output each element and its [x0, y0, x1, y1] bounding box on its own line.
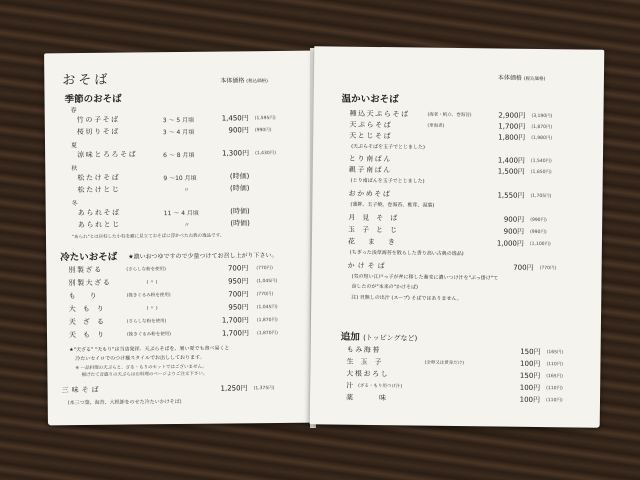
cold-subnote: ★濃いおつゆですので少量つけてお召し上がり下さい。	[128, 251, 278, 261]
menu-item-name: もみ海苔	[346, 345, 382, 355]
menu-item-name: 涼味とろろそば	[77, 150, 138, 160]
menu-item-tax: (1,980円)	[531, 135, 553, 142]
menu-item-tax: (165円)	[546, 374, 563, 380]
menu-item-tax: (990円)	[530, 229, 547, 236]
menu-item-tax: (990円)	[254, 128, 272, 134]
menu-item-price: 1,300円	[222, 149, 250, 158]
menu-item-name: あられとじ	[77, 220, 121, 230]
menu-item-price: 900円	[503, 227, 525, 236]
menu-item-tax: (990円)	[530, 217, 547, 224]
menu-item-name: 天もり	[68, 330, 112, 340]
menu-item-name: 三味そば	[61, 385, 102, 395]
menu-left-page	[44, 51, 314, 426]
menu-item-note: (全卵又は黄身だけ)	[424, 360, 465, 367]
menu-item-note: ( 〃 )	[146, 280, 158, 286]
menu-item-desc: (ちぎった浅草海苔を散らした香り高い古典の逸品)	[349, 249, 464, 258]
menu-item-note: (挽きぐるみ粉を使用)	[126, 332, 172, 338]
menu-item-name: 花まき	[347, 237, 408, 247]
menu-item-name: もり	[68, 291, 111, 301]
menu-item-name: 大もり	[68, 304, 111, 314]
menu-item-tax: (110円)	[545, 398, 563, 404]
menu-item-period: 〃	[183, 221, 190, 229]
season-label: 夏	[70, 142, 78, 150]
page-title: おそば	[62, 72, 111, 89]
menu-item-tax: (1,650円)	[530, 169, 552, 176]
menu-item-name: 薬味	[345, 393, 413, 403]
season-label: 秋	[71, 165, 78, 173]
menu-item-tax: (1,705円)	[530, 193, 552, 200]
menu-item-name: 汁	[346, 381, 355, 390]
menu-item-price: 1,000円	[496, 239, 524, 248]
menu-item-price: 900円	[228, 126, 249, 135]
menu-item-tax: (165円)	[546, 350, 564, 356]
menu-item-price: 150円	[520, 347, 541, 357]
menu-item-name: 桜切りそば	[76, 127, 120, 137]
cold-note: 揚げたて音盛りの天ぷらはお料理のページよりご注文下さい。	[81, 371, 208, 379]
menu-item-name: とり南ばん	[348, 154, 392, 164]
menu-item-price: (時価)	[229, 172, 250, 181]
menu-item-tax: (770円)	[256, 292, 274, 298]
menu-item-name: 玉子とじ	[348, 225, 405, 235]
menu-item-name: 天とじそば	[349, 131, 393, 141]
menu-item-name: 別製ざる	[68, 265, 103, 275]
menu-item-tax: (1,045円)	[256, 278, 278, 285]
menu-item-note: (さらしな粉を使用)	[126, 267, 166, 273]
menu-item-name: 天ざる	[68, 317, 111, 327]
season-label: 春	[70, 107, 77, 115]
menu-item-tax: (1,595円)	[254, 115, 276, 122]
menu-item-price: 2,900円	[498, 111, 526, 120]
menu-item-tax: (110円)	[546, 386, 563, 392]
menu-item-price: 150円	[519, 371, 541, 381]
menu-item-period: 11 ～ 4 月頃	[163, 209, 199, 218]
menu-item-period: 3 ～ 5 月頃	[162, 116, 195, 125]
menu-item-name: 松たけそば	[77, 173, 121, 183]
menu-item-name: 生玉子	[346, 357, 389, 367]
menu-item-price: (時価)	[230, 207, 250, 216]
menu-item-name: 別製大ざる	[68, 278, 112, 288]
menu-item-name: あられそば	[77, 208, 121, 218]
section-toppings-heading: 追加 (トッピングなど)	[340, 331, 418, 343]
menu-item-price: 1,800円	[498, 133, 526, 142]
menu-item-price: (時価)	[230, 219, 250, 228]
menu-item-period: 9 ～10 月頃	[163, 174, 197, 183]
menu-item-note: (さらしな粉を使用)	[126, 319, 167, 325]
menu-item-tax: (1,870円)	[256, 330, 278, 337]
menu-item-note: ( 〃 )	[146, 306, 158, 312]
menu-item-tax: (1,870円)	[531, 124, 553, 131]
menu-item-price: 1,700円	[221, 316, 249, 325]
section-warm-heading: 温かいおそば	[341, 93, 399, 106]
menu-item-name: 天ぷらそば	[349, 120, 393, 130]
menu-item-tax: (1,430円)	[255, 150, 277, 157]
menu-item-name: 月見そば	[348, 213, 405, 223]
menu-item-name: おかめそば	[348, 189, 392, 199]
kake-note: 注) 貝無しの出汁 (スープ) そばではありません。	[351, 294, 462, 303]
menu-item-name: 竹の子そば	[76, 115, 120, 125]
menu-item-desc: (本三つ葉、海苔、大根卸をのせた冷たいかけそば)	[67, 398, 182, 407]
kake-note: (気の短い江戸っ子が丼に移した蕎麦に濃いつけ汁を"ぶっ掛け"て	[351, 273, 499, 282]
menu-item-price: 950円	[228, 303, 249, 312]
menu-item-price: 100円	[520, 359, 541, 369]
menu-item-desc: (蒲鉾、玉子焼、巻海苔、椎茸、湯葉)	[350, 201, 435, 209]
menu-item-price: 100円	[519, 383, 541, 393]
menu-item-tax: (1,045円)	[256, 304, 278, 311]
menu-item-name: 松たけとじ	[77, 185, 121, 195]
menu-item-name: 親子南ばん	[348, 165, 392, 175]
price-header: 本体価格 (税込価格)	[220, 77, 268, 85]
menu-item-desc: (天ぷらそばを玉子でとじました)	[351, 143, 426, 151]
menu-item-note: (海老・帆立、巻海苔)	[427, 112, 472, 119]
menu-item-tax: (770円)	[256, 266, 273, 272]
section-cold-heading: 冷たいおそば	[60, 251, 118, 264]
menu-item-price: 1,700円	[498, 122, 526, 131]
menu-item-price: 100円	[519, 395, 541, 405]
menu-item-name: 大根おろし	[346, 369, 390, 379]
menu-item-price: 700円	[227, 264, 249, 273]
menu-item-tax: (110円)	[546, 362, 564, 368]
menu-item-period: 3 ～ 4 月頃	[162, 128, 195, 137]
menu-item-price: 1,250円	[220, 384, 248, 393]
menu-item-name: かけそば	[347, 261, 388, 271]
menu-item-tax: (1,375円)	[253, 386, 275, 392]
menu-item-price: 1,450円	[221, 114, 249, 123]
menu-item-name: 種込天ぷらそば	[349, 109, 410, 119]
section-seasonal-heading: 季節のおそば	[64, 93, 122, 106]
menu-item-price: 700円	[228, 290, 249, 299]
menu-item-period: 〃	[183, 186, 190, 194]
menu-item-price: 900円	[503, 215, 525, 224]
menu-item-tax: (770円)	[539, 266, 557, 272]
menu-item-tax: (1,100円)	[529, 241, 551, 248]
menu-item-price: 1,500円	[497, 167, 525, 176]
price-header: 本体価格 (税込価格)	[497, 74, 546, 83]
cold-note: ※ 一品料理の天ぷらと、ざる・もりのセットではございません。	[75, 364, 207, 372]
menu-item-tax: (1,870円)	[256, 317, 278, 324]
seasonal-note: "あられ"とは貝柱した小柱を霰に見立ておそばに浮かべた古典の逸品です。	[71, 233, 225, 241]
menu-item-price: 950円	[228, 277, 249, 286]
menu-item-tax: (1,540円)	[530, 158, 552, 165]
menu-item-price: 700円	[513, 263, 534, 272]
menu-item-period: 6 ～ 8 月頃	[163, 151, 195, 160]
menu-item-price: 1,700円	[221, 329, 250, 338]
menu-item-note: (挽きぐるみ粉を使用)	[126, 293, 171, 299]
season-label: 冬	[71, 200, 78, 208]
menu-item-desc: (とり南ばんを玉子でとじました)	[350, 177, 425, 185]
menu-item-tax: (3,190円)	[531, 113, 553, 120]
menu-item-note: (車海老)	[427, 123, 445, 129]
menu-item-price: 1,400円	[497, 156, 525, 165]
cold-note: ★"天ざる" "天もり"は当店発祥。天ぷらそばを、暑い夏でも食べ易くと	[69, 345, 230, 354]
menu-item-price: (時価)	[229, 184, 250, 193]
menu-item-note: (ざる・もり用つけ汁)	[358, 383, 403, 390]
cold-note: 冷たいセイロでのつけ麺スタイルでお出ししております。	[75, 354, 205, 363]
kake-note: 食したのが"本来の"かけそば)	[351, 283, 418, 291]
menu-item-price: 1,550円	[497, 191, 525, 200]
menu-right-page	[310, 46, 605, 428]
